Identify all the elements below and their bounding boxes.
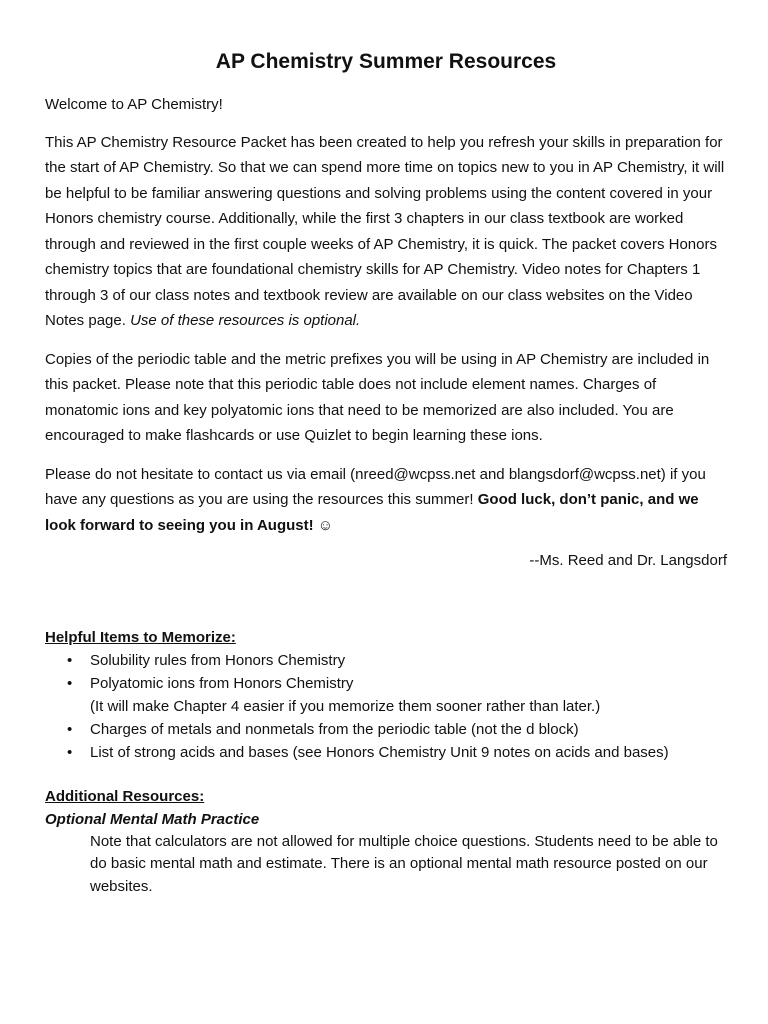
intro-paragraph [45,130,727,334]
intro-paragraph-text: This AP Chemistry Resource Packet has been created to help you refresh your skills in preparation for the start of AP Chemistry. So that we can spend more time on topics new to you in AP Chemistry, it will be helpful to be familiar answering questions and solving problems using the content covered in your Honors chemistry course. Additionally, while the first 3 chapters in our class textbook are worked through and reviewed in the first couple weeks of AP Chemistry, it is quick. The packet covers Honors chemistry topics that are foundational chemistry skills for AP Chemistry. Video notes for Chapters 1 through 3 of our class notes and textbook review are available on our class websites on the Video Notes page. [45,133,725,329]
mental-math-heading: Optional Mental Math Practice [45,810,260,828]
signature: --Ms. Reed and Dr. Langsdorf [529,552,727,569]
contact-paragraph-text: Please do not hesitate to contact us via email (nreed@wcpss.net and blangsdorf@wcpss.net) if you have any questions as you are using the resources this summer! [45,465,706,508]
document-page [45,0,727,898]
bullet-icon: • [67,674,73,692]
bullet-icon: • [67,720,73,738]
list-item-text: List of strong acids and bases (see Honors Chemistry Unit 9 notes on acids and bases) [90,743,669,761]
memorize-heading: Helpful Items to Memorize: [45,628,236,646]
page-title: AP Chemistry Summer Resources [215,50,557,73]
list-item-text: Solubility rules from Honors Chemistry [90,651,346,669]
list-item-note: (It will make Chapter 4 easier if you memorize them sooner rather than later.) [90,697,601,715]
list-item [45,672,727,718]
smiley-icon: ☺ [317,516,334,534]
welcome-text: Welcome to AP Chemistry! [45,96,223,113]
list-item [45,718,727,741]
bullet-icon: • [67,743,73,761]
memorize-list [45,649,727,764]
periodic-table-paragraph: Copies of the periodic table and the metric prefixes you will be using in AP Chemistry are included in this packet. Please note that this periodic table does not include element names. Charges of monatomic ions and key polyatomic ions that need to be memorized are also included. You are encouraged to make flashcards or use Quizlet to begin learning these ions. [45,350,710,444]
additional-resources-heading: Additional Resources: [45,787,205,805]
bullet-icon: • [67,651,73,669]
list-item-text: Polyatomic ions from Honors Chemistry [90,674,354,692]
optional-note: Use of these resources is optional. [130,312,361,329]
list-item [45,741,727,764]
list-item-text: Charges of metals and nonmetals from the periodic table (not the d block) [90,720,579,738]
good-luck-text: Good luck, don’t panic, and we look forward to seeing you in August! [45,491,699,534]
list-item [45,649,727,672]
mental-math-text: Note that calculators are not allowed for multiple choice questions. Students need to be able to do basic mental math and estimate. There is an optional mental math resource posted on our websites. [90,832,718,895]
contact-paragraph [45,462,727,539]
